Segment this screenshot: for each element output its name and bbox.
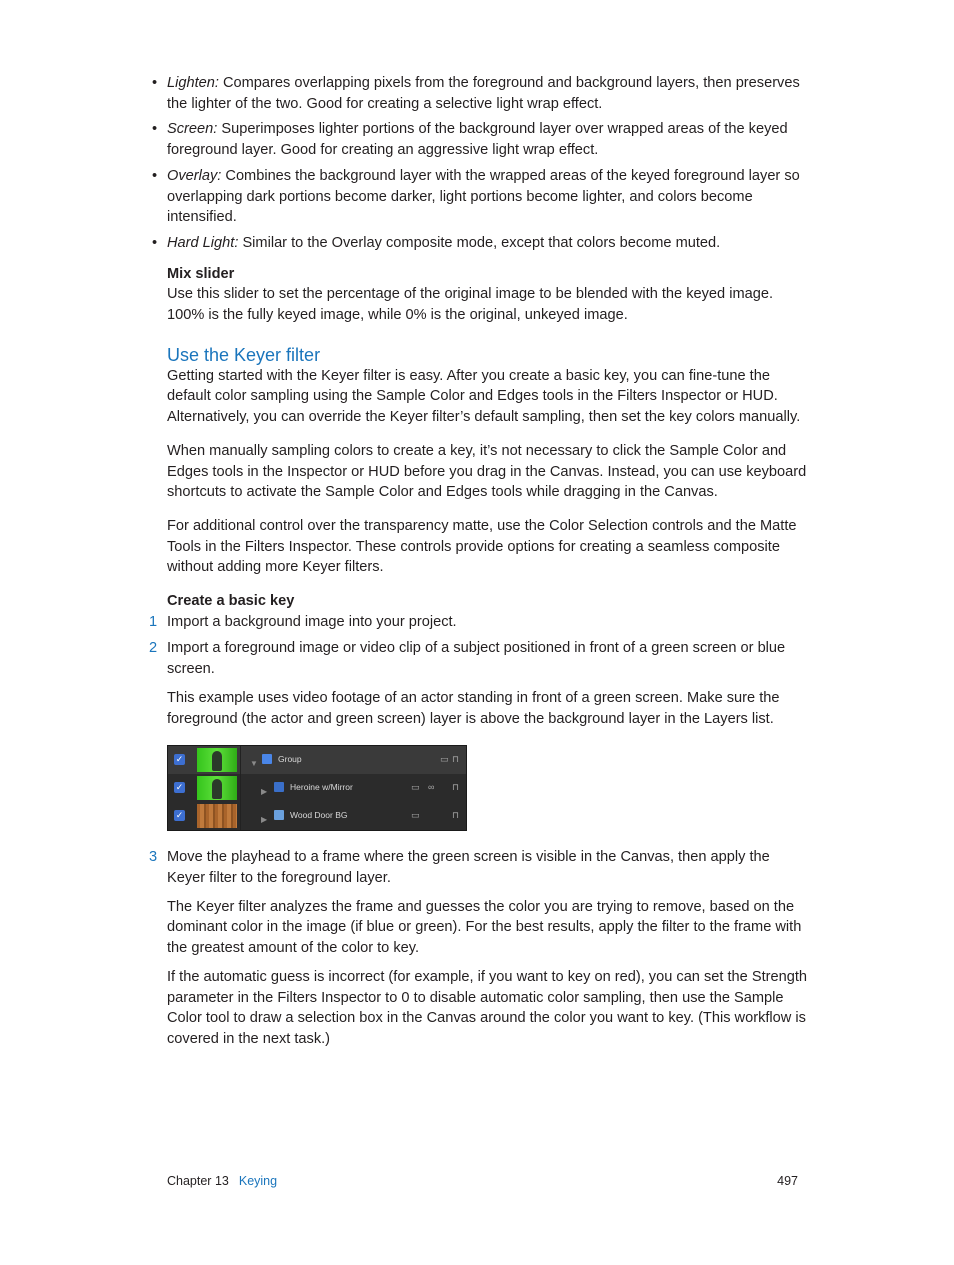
lock-icon: ⊓ [452, 782, 460, 793]
step [149, 847, 808, 1049]
layer-row-wood-door [168, 802, 466, 830]
group-icon [262, 754, 272, 764]
list-item [138, 233, 807, 254]
term: Lighten: [167, 75, 219, 91]
step-number: 3 [149, 849, 158, 866]
blend-icon: ▭ [440, 754, 449, 765]
mix-slider-text: Use this slider to set the percentage of the original image to be blended with the keyed image. 100% is the fully keyed image, while 0% is the original, unkeyed image. [167, 286, 774, 324]
layer-row-heroine [168, 774, 466, 802]
term: Hard Light: [167, 234, 239, 251]
list-item [138, 166, 807, 228]
green-screen-thumbnail [197, 748, 237, 772]
section-heading: Use the Keyer filter [167, 344, 321, 365]
page-footer [167, 1173, 798, 1189]
task-steps [149, 612, 808, 1050]
video-layer-icon [274, 782, 284, 792]
chapter-link[interactable]: Keying [238, 1174, 278, 1188]
disclosure-triangle-icon: ▶ [261, 815, 268, 825]
checkbox-icon: ✓ [175, 754, 184, 765]
step-note: This example uses video footage of an actor standing in front of a green screen. Make sure the foreground (the actor and green screen) layer is above the background layer in the Layers list. [167, 689, 780, 727]
step-text: Import a background image into your project. [167, 613, 457, 630]
paragraph: For additional control over the transparency matte, use the Color Selection controls and the Matte Tools in the Filters Inspector. These controls provide options for creating a seamless composite without adding more Keyer filters. [167, 517, 797, 576]
bullet-icon: • [152, 167, 158, 184]
layers-list-screenshot [167, 745, 467, 831]
paragraph: When manually sampling colors to create a key, it’s not necessary to click the Sample Color and Edges tools in the Inspector or HUD before you drag in the Canvas. Instead, you can use keyboard shortcuts to activate the Sample Color and Edges tools while dragging in the Canvas. [167, 442, 807, 501]
bullet-icon: • [152, 121, 158, 138]
chapter-label: Chapter 13 [167, 1174, 229, 1188]
description: Compares overlapping pixels from the foreground and background layers, then preserves the lighter of the two. Good for creating a selective light wrap effect. [167, 75, 800, 112]
term: Screen: [167, 121, 218, 138]
task-title: Create a basic key [167, 593, 295, 610]
layer-name: Wood Door BG [290, 810, 348, 821]
step [149, 612, 807, 633]
list-item [138, 73, 807, 114]
image-layer-icon [274, 810, 284, 820]
page-number: 497 [777, 1174, 798, 1188]
description: Combines the background layer with the wrapped areas of the keyed foreground layer so overlapping dark portions become darker, light portions become lighter, and colors become intensified. [167, 167, 800, 226]
disclosure-triangle-icon: ▼ [250, 759, 258, 769]
term: Overlay: [167, 167, 222, 184]
step-text: Move the playhead to a frame where the green screen is visible in the Canvas, then apply the Keyer filter to the foreground layer. [167, 849, 770, 886]
lock-icon: ⊓ [452, 810, 460, 821]
paragraph: Getting started with the Keyer filter is easy. After you create a basic key, you can fine-tune the default color sampling using the Sample Color and Edges tools in the Filters Inspector or HUD. Alternatively, you can override the Keyer filter’s default sampling, then set the key colors manually. [167, 367, 801, 426]
description: Similar to the Overlay composite mode, except that colors become muted. [238, 234, 721, 251]
bullet-icon: • [152, 75, 158, 91]
green-screen-thumbnail [197, 776, 237, 800]
disclosure-triangle-icon: ▶ [261, 787, 268, 797]
step-number: 1 [149, 613, 158, 630]
layer-name: Heroine w/Mirror [290, 782, 353, 793]
bullet-icon: • [152, 234, 158, 251]
list-item [138, 119, 807, 160]
step-number: 2 [149, 640, 158, 657]
wood-door-thumbnail [197, 804, 237, 828]
step-text: Import a foreground image or video clip of a subject positioned in front of a green screen or blue screen. [167, 640, 786, 678]
description: Superimposes lighter portions of the background layer over wrapped areas of the keyed foreground layer. Good for creating an aggressive light wrap effect. [167, 121, 788, 159]
blend-icon: ▭ [411, 810, 420, 821]
page-content [149, 73, 808, 1050]
step-note: If the automatic guess is incorrect (for example, if you want to key on red), you can set the Strength parameter in the Filters Inspector to 0 to disable automatic color sampling, then use the Sample Color tool to draw a selection box in the Canvas around the color you want to key. (This workflow is covered in the next task.) [167, 968, 808, 1047]
composite-mode-list [152, 73, 807, 254]
layer-row-group [168, 746, 466, 774]
step [149, 638, 807, 831]
checkbox-icon: ✓ [175, 810, 184, 821]
link-icon: ∞ [428, 782, 435, 793]
blend-icon: ▭ [411, 782, 420, 793]
mix-slider-title: Mix slider [167, 265, 235, 282]
layer-name: Group [278, 754, 302, 765]
checkbox-icon: ✓ [175, 782, 184, 793]
step-note: The Keyer filter analyzes the frame and guesses the color you are trying to remove, based on the dominant color in the image (if blue or green). For the best results, apply the filter to the frame with the greatest amount of the color to key. [167, 898, 802, 957]
lock-icon: ⊓ [452, 754, 460, 765]
